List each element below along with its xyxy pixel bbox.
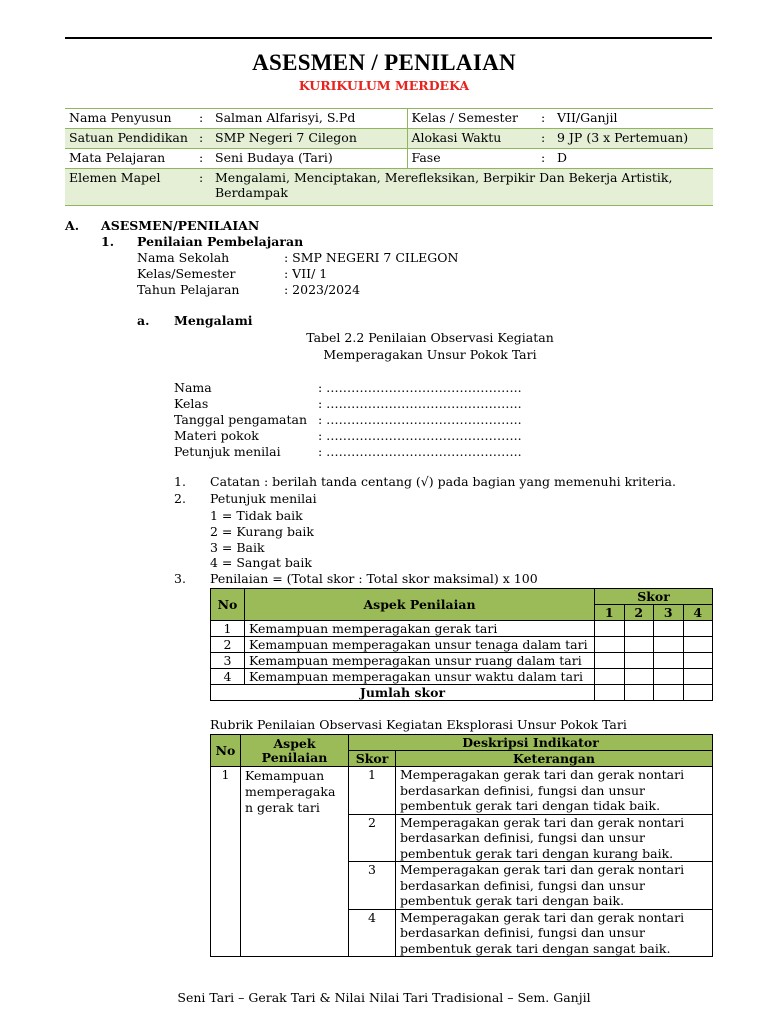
info-colon: :: [537, 149, 553, 169]
row-aspect: Kemampuan memperagakan unsur waktu dalam tari: [245, 669, 595, 685]
score-legend: 3 = Baik: [210, 540, 265, 555]
list-number: 2.: [174, 491, 186, 506]
observation-table: [210, 588, 713, 701]
info-label: Satuan Pendidikan: [65, 129, 195, 149]
table-row: [211, 653, 713, 669]
rubric-score: 1: [349, 767, 396, 815]
sub-letter: a.: [137, 313, 150, 328]
score-cell[interactable]: [654, 669, 684, 685]
section-title: ASESMEN/PENILAIAN: [101, 218, 260, 233]
row-number: 3: [211, 653, 245, 669]
form-blank: : ………………………………………..: [318, 444, 522, 459]
info-row: [65, 109, 713, 129]
rubric-table: [210, 734, 713, 957]
info-row: [65, 129, 713, 149]
score-cell[interactable]: [624, 669, 654, 685]
score-legend: 1 = Tidak baik: [210, 508, 303, 523]
col-header-keterangan: Keterangan: [396, 751, 713, 767]
info-value: Mengalami, Menciptakan, Merefleksikan, Berpikir Dan Bekerja Artistik, Berdampak: [211, 169, 713, 206]
score-cell[interactable]: [595, 685, 625, 701]
info-label: Kelas / Semester: [407, 109, 537, 129]
form-label: Tanggal pengamatan: [174, 412, 308, 427]
instruction-text: Penilaian = (Total skor : Total skor maksimal) x 100: [210, 571, 538, 586]
info-value: D: [553, 149, 713, 169]
score-cell[interactable]: [683, 621, 713, 637]
info-value: VII/Ganjil: [553, 109, 713, 129]
rubric-score: 4: [349, 909, 396, 957]
score-cell[interactable]: [654, 621, 684, 637]
rubric-score: 3: [349, 862, 396, 910]
class-label: Kelas/Semester: [137, 266, 236, 281]
info-row: [65, 149, 713, 169]
info-label: Alokasi Waktu: [407, 129, 537, 149]
info-value: Seni Budaya (Tari): [211, 149, 407, 169]
score-col: 1: [595, 605, 625, 621]
score-cell[interactable]: [683, 685, 713, 701]
rubric-description: Memperagakan gerak tari dan gerak nontari berdasarkan definisi, fungsi dan unsur pembentuk gerak tari dengan baik.: [396, 862, 713, 910]
total-label: Jumlah skor: [211, 685, 595, 701]
score-col: 4: [683, 605, 713, 621]
score-cell[interactable]: [683, 669, 713, 685]
subsection-number: 1.: [101, 234, 115, 249]
form-blank: : ………………………………………..: [318, 380, 522, 395]
list-number: 1.: [174, 474, 186, 489]
info-label: Elemen Mapel: [65, 169, 195, 206]
score-col: 2: [624, 605, 654, 621]
instruction-text: Petunjuk menilai: [210, 491, 317, 506]
year-value: : 2023/2024: [284, 282, 361, 297]
score-cell[interactable]: [595, 621, 625, 637]
score-cell[interactable]: [624, 653, 654, 669]
col-header-aspek: Aspek Penilaian: [245, 589, 595, 621]
form-label: Materi pokok: [174, 428, 259, 443]
info-colon: :: [195, 169, 211, 206]
table-row: [211, 669, 713, 685]
form-blank: : ………………………………………..: [318, 428, 522, 443]
score-cell[interactable]: [683, 637, 713, 653]
page-footer: Seni Tari – Gerak Tari & Nilai Nilai Tari Tradisional – Sem. Ganjil: [177, 990, 591, 1005]
form-blank: : ………………………………………..: [318, 396, 522, 411]
form-blank: : ………………………………………..: [318, 412, 522, 427]
score-cell[interactable]: [595, 669, 625, 685]
info-label: Mata Pelajaran: [65, 149, 195, 169]
rubric-caption: Rubrik Penilaian Observasi Kegiatan Eksplorasi Unsur Pokok Tari: [210, 717, 627, 732]
row-number: 2: [211, 637, 245, 653]
section-letter: A.: [65, 218, 80, 233]
row-number: 4: [211, 669, 245, 685]
score-cell[interactable]: [624, 637, 654, 653]
info-colon: :: [195, 129, 211, 149]
score-cell[interactable]: [624, 621, 654, 637]
rubric-description: Memperagakan gerak tari dan gerak nontari berdasarkan definisi, fungsi dan unsur pembentuk gerak tari dengan tidak baik.: [396, 767, 713, 815]
col-header-skor: Skor: [595, 589, 713, 605]
info-colon: :: [537, 129, 553, 149]
school-label: Nama Sekolah: [137, 250, 230, 265]
score-legend: 2 = Kurang baik: [210, 524, 314, 539]
info-value: 9 JP (3 x Pertemuan): [553, 129, 713, 149]
form-label: Kelas: [174, 396, 209, 411]
info-colon: :: [195, 109, 211, 129]
row-aspect: Kemampuan memperagakan unsur tenaga dalam tari: [245, 637, 595, 653]
row-aspect: Kemampuan memperagakan unsur ruang dalam tari: [245, 653, 595, 669]
col-header-deskripsi: Deskripsi Indikator: [349, 735, 713, 751]
rubric-description: Memperagakan gerak tari dan gerak nontari berdasarkan definisi, fungsi dan unsur pembentuk gerak tari dengan kurang baik.: [396, 814, 713, 862]
instruction-text: Catatan : berilah tanda centang (√) pada bagian yang memenuhi kriteria.: [210, 474, 676, 489]
rubric-score: 2: [349, 814, 396, 862]
row-number: 1: [211, 621, 245, 637]
page-subtitle: KURIKULUM MERDEKA: [298, 78, 470, 93]
header-rule: [65, 37, 712, 39]
score-cell[interactable]: [683, 653, 713, 669]
row-aspect: Kemampuan memperagaka n gerak tari: [241, 767, 349, 957]
score-legend: 4 = Sangat baik: [210, 555, 312, 570]
sub-title: Mengalami: [174, 313, 253, 328]
info-value: Salman Alfarisyi, S.Pd: [211, 109, 407, 129]
score-cell[interactable]: [654, 637, 684, 653]
form-label: Petunjuk menilai: [174, 444, 281, 459]
info-label: Fase: [407, 149, 537, 169]
table-row: [211, 637, 713, 653]
year-label: Tahun Pelajaran: [137, 282, 240, 297]
rubric-description: Memperagakan gerak tari dan gerak nontari berdasarkan definisi, fungsi dan unsur pembentuk gerak tari dengan sangat baik.: [396, 909, 713, 957]
score-cell[interactable]: [624, 685, 654, 701]
info-row: [65, 169, 713, 206]
score-cell[interactable]: [654, 653, 684, 669]
page-title: ASESMEN / PENILAIAN: [252, 50, 516, 75]
col-header-no: No: [211, 589, 245, 621]
score-cell[interactable]: [654, 685, 684, 701]
info-value: SMP Negeri 7 Cilegon: [211, 129, 407, 149]
info-table: [65, 108, 713, 206]
table-row: [211, 767, 713, 815]
row-aspect: Kemampuan memperagakan gerak tari: [245, 621, 595, 637]
total-row: [211, 685, 713, 701]
table-row: [211, 621, 713, 637]
col-header-no: No: [211, 735, 241, 767]
list-number: 3.: [174, 571, 186, 586]
col-header-skor: Skor: [349, 751, 396, 767]
info-colon: :: [537, 109, 553, 129]
score-cell[interactable]: [595, 637, 625, 653]
table-caption: Memperagakan Unsur Pokok Tari: [323, 347, 537, 362]
class-value: : VII/ 1: [284, 266, 328, 281]
score-cell[interactable]: [595, 653, 625, 669]
col-header-aspek: Aspek Penilaian: [241, 735, 349, 767]
score-col: 3: [654, 605, 684, 621]
form-label: Nama: [174, 380, 212, 395]
school-value: : SMP NEGERI 7 CILEGON: [284, 250, 459, 265]
table-caption: Tabel 2.2 Penilaian Observasi Kegiatan: [306, 330, 554, 345]
row-number: 1: [211, 767, 241, 957]
subsection-title: Penilaian Pembelajaran: [137, 234, 304, 249]
info-label: Nama Penyusun: [65, 109, 195, 129]
info-colon: :: [195, 149, 211, 169]
